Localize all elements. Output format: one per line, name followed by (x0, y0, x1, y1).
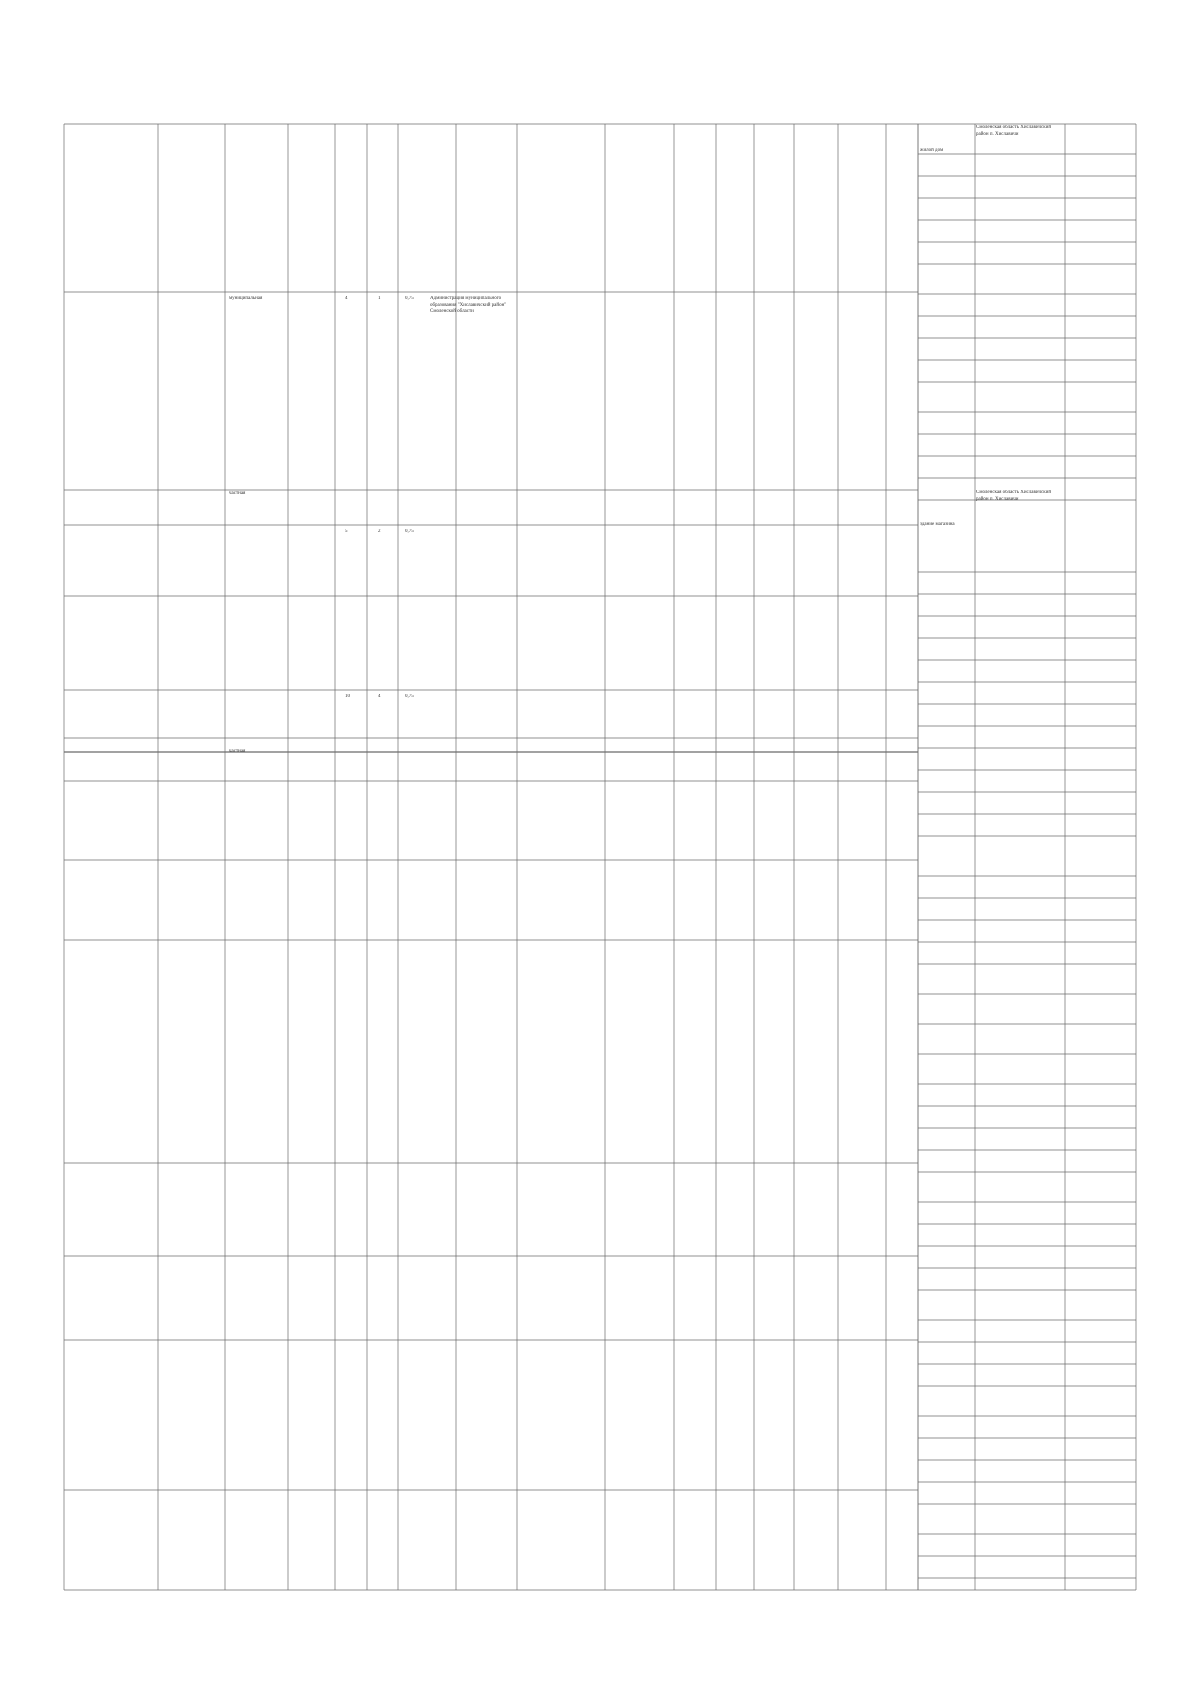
right-block-address-1: Смоленская область Хиславичский район п. Хиславичи (976, 125, 1052, 137)
row3-owner-right: частная (229, 491, 246, 496)
row2-col6: 2 (378, 529, 381, 534)
right-block-type-2: здание магазина (920, 522, 955, 527)
row1-owner-right: муниципальная (229, 296, 263, 301)
row1-col5: 4 (345, 296, 348, 301)
row5-col6: 4 (378, 694, 381, 699)
row1-col6: 1 (378, 296, 381, 301)
row1-col7: 0,75 (405, 296, 414, 301)
row2-col7: 0,75 (405, 529, 414, 534)
row6-owner-right: частная (229, 749, 246, 754)
row5-col7: 0,75 (405, 694, 414, 699)
row2-col5: 5 (345, 529, 348, 534)
right-block-address-2: Смоленская область Хиславичский район п. Хиславичи (976, 490, 1052, 502)
row5-col5: 10 (345, 694, 350, 699)
row1-col10-owner: Администрация муниципального образования "Хиславичский район" Смоленской области (430, 296, 507, 314)
right-block-type-1: жилой дом (920, 148, 944, 153)
